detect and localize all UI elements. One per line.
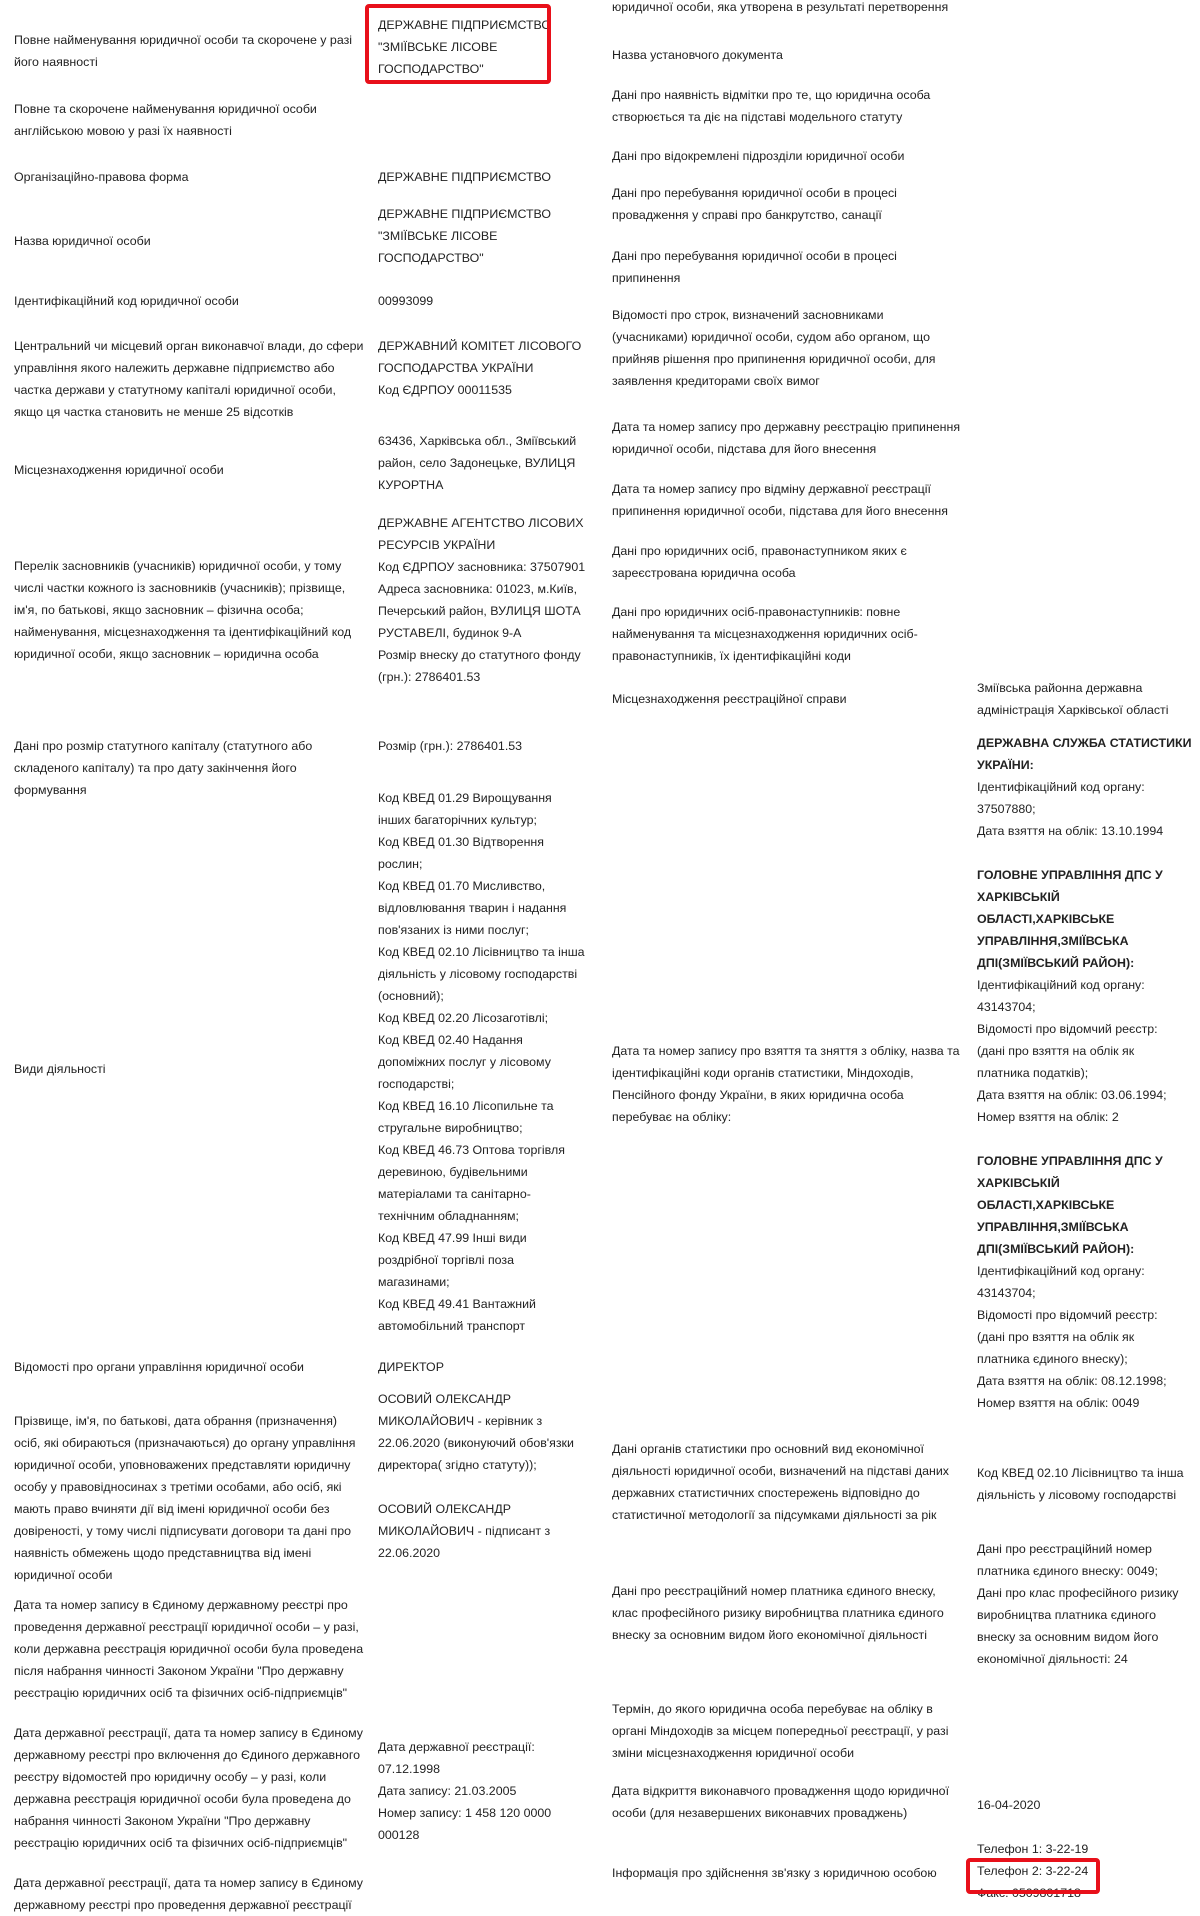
field-label-line: особи (для незавершених виконавчих проваджень) (612, 1806, 908, 1820)
authority-name-line: ОБЛАСТІ,ХАРКІВСЬКЕ (977, 912, 1115, 926)
field-label-line: найменування, місцезнаходження та ідентифікаційний код (14, 625, 352, 639)
authority-name-line: ДПІ(ЗМІЇВСЬКИЙ РАЙОН): (977, 1242, 1135, 1256)
field-label-line: набрання чинності Законом України "Про державну (14, 1814, 311, 1828)
field-label-line: англійською мовою у разі їх наявності (14, 124, 232, 138)
field-value-line: Код ЄДРПОУ засновника: 37507901 (378, 560, 586, 574)
field-value-line: "ЗМІЇВСЬКЕ ЛІСОВЕ (378, 229, 498, 243)
field-value-line: 22.06.2020 (378, 1546, 441, 1560)
field-value-line: 63436, Харківська обл., Зміївський (378, 434, 577, 448)
field-label-line: якщо ця частка становить не менше 25 відсотків (14, 405, 294, 419)
authority-name-line: ХАРКІВСЬКІЙ (977, 1176, 1060, 1190)
field-label-line: Організаційно-правова форма (14, 170, 189, 184)
field-value-line: діяльність у лісовому господарстві (378, 967, 578, 981)
field-value-line: діяльність у лісовому господарстві (977, 1488, 1177, 1502)
field-label-line: Дані про юридичних осіб, правонаступником яких є (612, 544, 907, 558)
field-value-line: РЕСУРСІВ УКРАЇНИ (378, 538, 496, 552)
field-label-line: ідентифікаційні коди органів статистики, Міндоходів, (612, 1066, 914, 1080)
field-label-line: діяльності юридичної особи, визначений на підставі даних (612, 1464, 949, 1478)
field-label-line: Дані про перебування юридичної особи в процесі (612, 249, 897, 263)
field-label-line: Дані про відокремлені підрозділи юридичної особи (612, 149, 905, 163)
field-label-line: найменування та місцезнаходження юридичних осіб- (612, 627, 918, 641)
field-value-line: стругальне виробництво; (378, 1121, 523, 1135)
field-label-line: юридичної особи (14, 1568, 113, 1582)
field-value-line: ДЕРЖАВНИЙ КОМІТЕТ ЛІСОВОГО (378, 339, 582, 353)
field-label-line: Дата та номер запису про взяття та зняття з обліку, назва та (612, 1044, 960, 1058)
field-label-line: реєстру відомостей про юридичну особу – у разі, коли (14, 1770, 327, 1784)
field-label-line: Центральний чи місцевий орган виконавчої влади, до сфери (14, 339, 364, 353)
field-value-line: інших багаторічних культур; (378, 813, 537, 827)
field-value-line: 16-04-2020 (977, 1798, 1041, 1812)
field-value-line: Дата державної реєстрації: (378, 1740, 535, 1754)
field-value-line: (основний); (378, 989, 444, 1003)
accounting-detail-line: 37507880; (977, 802, 1036, 816)
accounting-detail-line: Дата взяття на облік: 08.12.1998; (977, 1374, 1167, 1388)
field-label-line: юридичної особи, підстава для його внесення (612, 442, 877, 456)
field-label-line: реєстрацію юридичних осіб та фізичних осіб-підприємців" (14, 1686, 348, 1700)
field-label-line: складеного капіталу) та про дату закінчення його (14, 761, 297, 775)
field-label-line: Дата державної реєстрації, дата та номер запису в Єдиному (14, 1726, 363, 1740)
field-value-line: 22.06.2020 (виконуючий обов'язки (378, 1436, 574, 1450)
field-label-line: органі Міндоходів за місцем попередньої реєстрації, у разі (612, 1724, 949, 1738)
accounting-detail-line: Дата взяття на облік: 13.10.1994 (977, 824, 1164, 838)
field-label-line: клас професійного ризику виробництва платника єдиного (612, 1606, 944, 1620)
field-label-line: провадження у справі про банкрутство, санації (612, 208, 882, 222)
field-value-line: Код КВЕД 01.70 Мисливство, (378, 879, 546, 893)
field-value-line: Зміївська районна державна (977, 681, 1143, 695)
field-value-line: Код КВЕД 49.41 Вантажний (378, 1297, 536, 1311)
field-value-line: 000128 (378, 1828, 420, 1842)
field-label-line: юридичної особи, якщо засновник – юридична особа (14, 647, 319, 661)
accounting-detail-line: Ідентифікаційний код органу: (977, 780, 1145, 794)
field-value-line: деревиною, будівельними (378, 1165, 528, 1179)
accounting-detail-line: Відомості про відомчий реєстр: (977, 1308, 1158, 1322)
field-label-line: управління якого належить державне підприємство або (14, 361, 335, 375)
field-value-line: допоміжних послуг у лісовому (378, 1055, 551, 1069)
field-label-line: прийняв рішення про припинення юридичної особи, для (612, 352, 936, 366)
accounting-detail-line: Дата взяття на облік: 03.06.1994; (977, 1088, 1167, 1102)
field-value-line: ДЕРЖАВНЕ ПІДПРИЄМСТВО (378, 170, 552, 184)
field-label-line: Повне найменування юридичної особи та скорочене у разі (14, 33, 353, 47)
field-label-line: проведення державної реєстрації юридичної особи – у разі, (14, 1620, 359, 1634)
field-value-line: Код КВЕД 01.29 Вирощування (378, 791, 552, 805)
field-value-line: матеріалами та санітарно- (378, 1187, 531, 1201)
field-label-line: Ідентифікаційний код юридичної особи (14, 294, 239, 308)
field-value-line: директора( згідно статуту)); (378, 1458, 537, 1472)
field-label-line: формування (14, 783, 87, 797)
accounting-detail-line: Ідентифікаційний код органу: (977, 1264, 1145, 1278)
accounting-detail-line: платника податків); (977, 1066, 1089, 1080)
field-label-line: Дата та номер запису про відміну державної реєстрації (612, 482, 931, 496)
field-value-line: ДЕРЖАВНЕ АГЕНТСТВО ЛІСОВИХ (378, 516, 584, 530)
accounting-detail-line: 43143704; (977, 1286, 1036, 1300)
field-label-line: зміни місцезнаходження юридичної особи (612, 1746, 855, 1760)
field-value-line: Факс: 0509801718 (977, 1886, 1081, 1900)
field-label-line: (учасниками) юридичної особи, судом або органом, що (612, 330, 930, 344)
field-value-line: Дані про реєстраційний номер (977, 1542, 1152, 1556)
field-label-line: числі частки кожного із засновників (учасників); прізвище, (14, 581, 346, 595)
field-label-line: Відомості про органи управління юридичної особи (14, 1360, 304, 1374)
field-value-line: платника єдиного внеску: 0049; (977, 1564, 1158, 1578)
field-value-line: Адреса засновника: 01023, м.Київ, (378, 582, 578, 596)
field-label-line: особу у правовідносинах з третіми особами, або осіб, які (14, 1480, 342, 1494)
field-label-line: Дані про перебування юридичної особи в процесі (612, 186, 897, 200)
field-value-line: пов'язаних із ними послуг; (378, 923, 529, 937)
field-label-line: його наявності (14, 55, 98, 69)
field-label-line: статистичної методології за підсумками діяльності за рік (612, 1508, 937, 1522)
accounting-detail-line: 43143704; (977, 1000, 1036, 1014)
field-value-line: Код КВЕД 02.10 Лісівництво та інша (378, 945, 585, 959)
field-value-line: Розмір (грн.): 2786401.53 (378, 739, 523, 753)
field-value-line: ГОСПОДАРСТВО" (378, 62, 484, 76)
accounting-detail-line: Ідентифікаційний код органу: (977, 978, 1145, 992)
field-value-line: Телефон 1: 3-22-19 (977, 1842, 1089, 1856)
accounting-detail-line: (дані про взяття на облік як (977, 1330, 1135, 1344)
field-value-line: Код КВЕД 02.40 Надання (378, 1033, 523, 1047)
field-label-line: Дата відкриття виконавчого провадження щодо юридичної (612, 1784, 950, 1798)
field-label-line: припинення (612, 271, 681, 285)
field-label-line: Інформація про здійснення зв'язку з юридичною особою (612, 1866, 937, 1880)
field-value-line: господарстві; (378, 1077, 455, 1091)
field-label-line: правонаступників, їх ідентифікаційні коди (612, 649, 851, 663)
field-value-line: внеску за основним видом його (977, 1630, 1159, 1644)
field-label-line: Пенсійного фонду України, в яких юридична особа (612, 1088, 904, 1102)
field-value-line: МИКОЛАЙОВИЧ - підписант з (378, 1524, 551, 1538)
field-label-line: Повне та скорочене найменування юридичної особи (14, 102, 317, 116)
accounting-detail-line: Номер взяття на облік: 2 (977, 1110, 1119, 1124)
field-value-line: автомобільний транспорт (378, 1319, 526, 1333)
field-value-line: ДЕРЖАВНЕ ПІДПРИЄМСТВО (378, 18, 552, 32)
highlight-frame-fax (966, 1858, 1100, 1894)
field-label-line: створюється та діє на підставі модельного статуту (612, 110, 903, 124)
field-value-line: "ЗМІЇВСЬКЕ ЛІСОВЕ (378, 40, 498, 54)
field-value-line: Дані про клас професійного ризику (977, 1586, 1179, 1600)
field-value-line: район, село Задонецьке, ВУЛИЦЯ (378, 456, 576, 470)
field-value-line: Код КВЕД 47.99 Інші види (378, 1231, 527, 1245)
authority-name-line: ДЕРЖАВНА СЛУЖБА СТАТИСТИКИ (977, 736, 1192, 750)
authority-name-line: ГОЛОВНЕ УПРАВЛІННЯ ДПС У (977, 1154, 1163, 1168)
field-label-line: Термін, до якого юридична особа перебуває на обліку в (612, 1702, 933, 1716)
field-value-line: Телефон 2: 3-22-24 (977, 1864, 1089, 1878)
field-value-line: Код КВЕД 02.10 Лісівництво та інша (977, 1466, 1184, 1480)
field-label-line: державна реєстрація юридичної особи була проведена до (14, 1792, 351, 1806)
field-value-line: Код КВЕД 01.30 Відтворення (378, 835, 544, 849)
field-label-line: Дата та номер запису про державну реєстрацію припинення (612, 420, 961, 434)
accounting-detail-line: Відомості про відомчий реєстр: (977, 1022, 1158, 1036)
field-value-line: економічної діяльності: 24 (977, 1652, 1128, 1666)
field-label-line: державних статистичних спостережень відповідно до (612, 1486, 920, 1500)
field-value-line: Номер запису: 1 458 120 0000 (378, 1806, 552, 1820)
field-value-line: Печерський район, ВУЛИЦЯ ШОТА (378, 604, 581, 618)
field-value-line: роздрібної торгівлі поза (378, 1253, 514, 1267)
field-label-line: Місцезнаходження реєстраційної справи (612, 692, 847, 706)
field-value-line: 07.12.1998 (378, 1762, 441, 1776)
authority-name-line: УКРАЇНИ: (977, 758, 1034, 772)
field-label-line: державному реєстрі про проведення державної реєстрації (14, 1898, 352, 1912)
accounting-detail-line: (дані про взяття на облік як (977, 1044, 1135, 1058)
field-value-line: виробництва платника єдиного (977, 1608, 1157, 1622)
field-label-line: Дані про юридичних осіб-правонаступників: повне (612, 605, 901, 619)
field-value-line: ДИРЕКТОР (378, 1360, 444, 1374)
field-label-line: внеску за основним видом його економічної діяльності (612, 1628, 927, 1642)
field-value-line: 00993099 (378, 294, 434, 308)
field-label-line: довіреності, у тому числі підписувати договори та дані про (14, 1524, 352, 1538)
field-label-line: Дата та номер запису в Єдиному державному реєстрі про (14, 1598, 348, 1612)
field-label-line: реєстрацію юридичних осіб та фізичних осіб-підприємців" (14, 1836, 348, 1850)
field-label-line: коли державна реєстрація юридичної особи була проведена (14, 1642, 364, 1656)
field-label-line: юридичної особи, яка утворена в результаті перетворення (612, 0, 949, 14)
field-label-line: частка держави у статутному капіталі юридичної особи, (14, 383, 336, 397)
field-label-line: наявність обмежень щодо представництва від імені (14, 1546, 312, 1560)
authority-name-line: ОБЛАСТІ,ХАРКІВСЬКЕ (977, 1198, 1115, 1212)
accounting-detail-line: платника єдиного внеску); (977, 1352, 1128, 1366)
accounting-detail-line: Номер взяття на облік: 0049 (977, 1396, 1140, 1410)
field-label-line: Назва юридичної особи (14, 234, 151, 248)
field-value-line: РУСТАВЕЛІ, будинок 9-А (378, 626, 522, 640)
field-value-line: Дата запису: 21.03.2005 (378, 1784, 517, 1798)
highlight-frame-name (365, 4, 551, 84)
field-value-line: (грн.): 2786401.53 (378, 670, 481, 684)
field-label-line: Дані про розмір статутного капіталу (статутного або (14, 739, 313, 753)
authority-name-line: ХАРКІВСЬКІЙ (977, 890, 1060, 904)
field-label-line: заявлення кредиторами своїх вимог (612, 374, 820, 388)
field-label-line: Перелік засновників (учасників) юридичної особи, у тому (14, 559, 342, 573)
field-value-line: КУРОРТНА (378, 478, 444, 492)
field-value-line: Розмір внеску до статутного фонду (378, 648, 581, 662)
field-value-line: ОСОВИЙ ОЛЕКСАНДР (378, 1392, 511, 1406)
field-value-line: магазинами; (378, 1275, 450, 1289)
field-value-line: ОСОВИЙ ОЛЕКСАНДР (378, 1502, 511, 1516)
field-value-line: МИКОЛАЙОВИЧ - керівник з (378, 1414, 543, 1428)
authority-name-line: ГОЛОВНЕ УПРАВЛІННЯ ДПС У (977, 868, 1163, 882)
field-label-line: Відомості про строк, визначений засновниками (612, 308, 884, 322)
field-label-line: Види діяльності (14, 1062, 106, 1076)
field-label-line: Назва установчого документа (612, 48, 783, 62)
field-value-line: ГОСПОДАРСТВО" (378, 251, 484, 265)
field-label-line: осіб, які обираються (призначаються) до органу управління (14, 1436, 356, 1450)
field-label-line: Місцезнаходження юридичної особи (14, 463, 224, 477)
field-label-line: Дані про реєстраційний номер платника єдиного внеску, (612, 1584, 936, 1598)
field-value-line: Код КВЕД 16.10 Лісопильне та (378, 1099, 554, 1113)
field-label-line: Дата державної реєстрації, дата та номер запису в Єдиному (14, 1876, 363, 1890)
authority-name-line: ДПІ(ЗМІЇВСЬКИЙ РАЙОН): (977, 956, 1135, 970)
field-value-line: Код КВЕД 46.73 Оптова торгівля (378, 1143, 565, 1157)
field-label-line: юридичної особи, уповноважених представляти юридичну (14, 1458, 351, 1472)
field-value-line: технічним обладнанням; (378, 1209, 519, 1223)
field-label-line: припинення юридичної особи, підстава для його внесення (612, 504, 948, 518)
field-label-line: ім'я, по батькові, якщо засновник – фізична особа; (14, 603, 304, 617)
field-label-line: Дані органів статистики про основний вид економічної (612, 1442, 925, 1456)
field-label-line: державному реєстрі про включення до Єдиного державного (14, 1748, 360, 1762)
field-value-line: рослин; (378, 857, 423, 871)
field-label-line: Прізвище, ім'я, по батькові, дата обрання (призначення) (14, 1414, 338, 1428)
authority-name-line: УПРАВЛІННЯ,ЗМІЇВСЬКА (977, 934, 1129, 948)
field-label-line: мають право вчиняти дії від імені юридичної особи без (14, 1502, 330, 1516)
field-label-line: зареєстрована юридична особа (612, 566, 796, 580)
field-label-line: після набрання чинності Законом України "Про державну (14, 1664, 344, 1678)
field-value-line: Код КВЕД 02.20 Лісозаготівлі; (378, 1011, 549, 1025)
field-value-line: ДЕРЖАВНЕ ПІДПРИЄМСТВО (378, 207, 552, 221)
field-label-line: Дані про наявність відмітки про те, що юридична особа (612, 88, 931, 102)
field-label-line: перебуває на обліку: (612, 1110, 732, 1124)
field-value-line: відловлювання тварин і надання (378, 901, 567, 915)
field-value-line: ГОСПОДАРСТВА УКРАЇНИ (378, 361, 534, 375)
field-value-line: адміністрація Харківської області (977, 703, 1169, 717)
field-value-line: Код ЄДРПОУ 00011535 (378, 383, 512, 397)
authority-name-line: УПРАВЛІННЯ,ЗМІЇВСЬКА (977, 1220, 1129, 1234)
